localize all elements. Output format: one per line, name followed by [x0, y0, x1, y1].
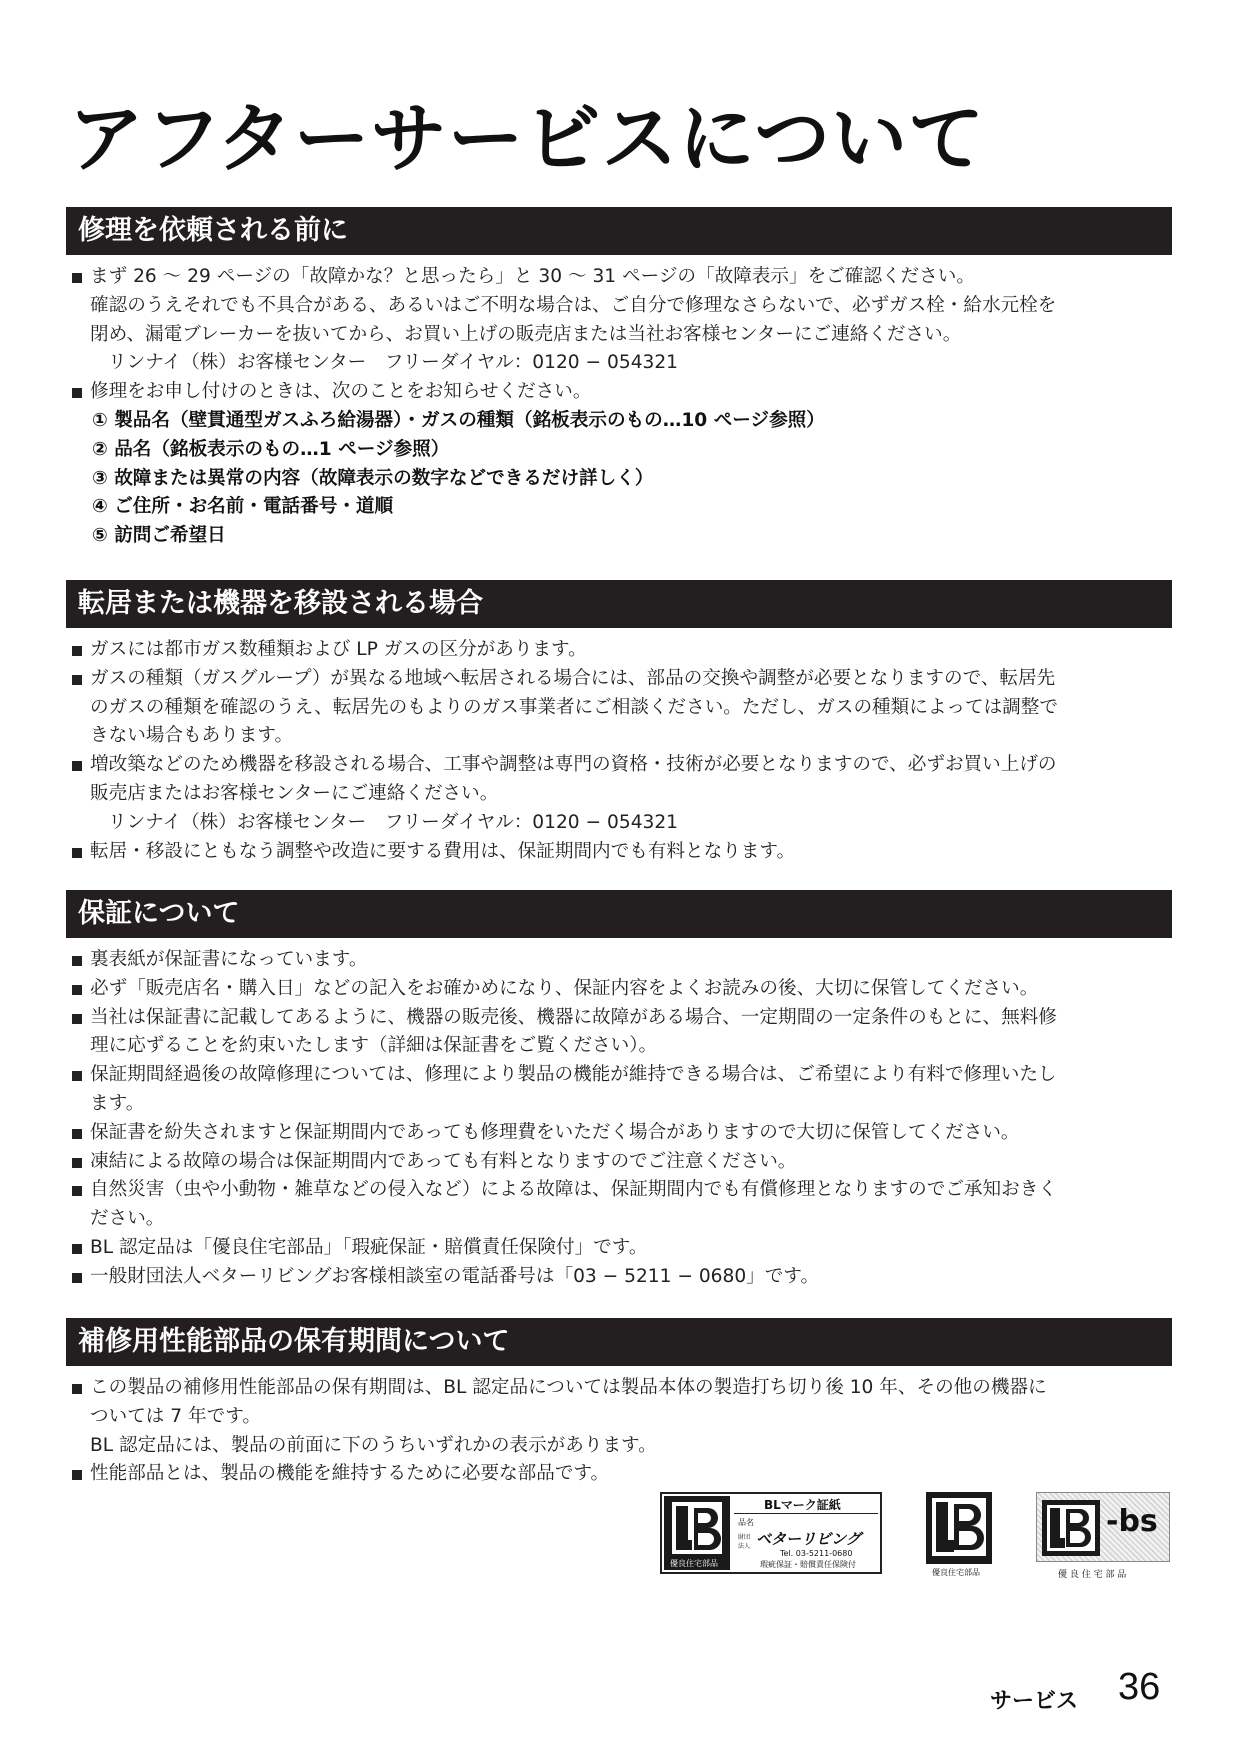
- list-item: 裏表紙が保証書になっています。: [70, 946, 1174, 975]
- text-line: 販売店またはお客様センターにご連絡ください。: [90, 782, 499, 804]
- list-item: 増改築などのため機器を移設される場合、工事や調整は専門の資格・技術が必要となりますので、必ずお買い上げの: [70, 751, 1174, 780]
- section-body-repair: [70, 263, 1174, 551]
- bl-bs-caption: 優 良 住 宅 部 品: [1058, 1570, 1127, 1580]
- list-item: まず 26 ～ 29 ページの「故障かな？と思ったら」と 30 ～ 31 ページの「故障表示」をご確認ください。: [70, 263, 1174, 292]
- bl-seal-logo: [660, 1492, 882, 1570]
- hotline-text: リンナイ（株）お客様センター フリーダイヤル：0120 − 054321: [108, 811, 679, 833]
- text-line: ます。: [90, 1092, 145, 1114]
- list-item: 保証期間経過後の故障修理については、修理により製品の機能が維持できる場合は、ご希望により有料で修理いたし: [70, 1061, 1174, 1090]
- bl-mark-logo: [918, 1492, 1000, 1577]
- list-item: 凍結による故障の場合は保証期間内であっても有料となりますのでご注意ください。: [70, 1148, 1174, 1177]
- list-item: ガスには都市ガス数種類および LP ガスの区分があります。: [70, 636, 1174, 665]
- footer-section-label: サービス: [990, 1689, 1079, 1714]
- seal-note: 瑕疵保証・賠償責任保険付: [760, 1560, 856, 1569]
- seal-title: BLマーク証紙: [764, 1498, 841, 1512]
- numbered-item: ⑤ 訪問ご希望日: [92, 525, 226, 547]
- section-heading-warranty: 保証について: [66, 890, 1172, 938]
- bl-bs-logo: [1036, 1492, 1176, 1580]
- page-title: アフターサービスについて: [68, 94, 986, 183]
- seal-brand: ベターリビング: [756, 1530, 861, 1548]
- numbered-item: ③ 故障または異常の内容（故障表示の数字などできるだけ詳しく）: [92, 467, 654, 489]
- numbered-item: ① 製品名（壁貫通型ガスふろ給湯器）・ガスの種類（銘板表示のもの…10 ページ参照）: [92, 409, 825, 431]
- text-line: 確認のうえそれでも不具合がある、あるいはご不明な場合は、ご自分で修理なさらないで、必ずガス栓・給水元栓を: [90, 294, 1057, 316]
- bl-bs-suffix: -bs: [1106, 1504, 1158, 1539]
- list-item: 性能部品とは、製品の機能を維持するために必要な部品です。: [70, 1460, 1174, 1489]
- list-item: 保証書を紛失されますと保証期間内であっても修理費をいただく場合がありますので大切に保管してください。: [70, 1119, 1174, 1148]
- bl-mark-caption: 優良住宅部品: [670, 1559, 718, 1568]
- section-body-move: [70, 636, 1174, 866]
- seal-divider: [734, 1513, 878, 1514]
- list-item: この製品の補修用性能部品の保有期間は、BL 認定品については製品本体の製造打ち切り後 10 年、その他の機器に: [70, 1374, 1174, 1403]
- text-line: ついては 7 年です。: [90, 1405, 261, 1427]
- text-line: 理に応ずることを約束いたします（詳細は保証書をご覧ください）。: [90, 1035, 658, 1057]
- list-item: 修理をお申し付けのときは、次のことをお知らせください。: [70, 378, 1174, 407]
- hotline-text: リンナイ（株）お客様センター フリーダイヤル：0120 − 054321: [108, 352, 679, 374]
- list-item: 当社は保証書に記載してあるように、機器の販売後、機器に故障がある場合、一定期間の一定条件のもとに、無料修: [70, 1004, 1174, 1033]
- section-body-warranty: [70, 946, 1174, 1292]
- bl-mark-icon: [664, 1496, 730, 1570]
- list-item: 必ず「販売店名・購入日」などの記入をお確かめになり、保証内容をよくお読みの後、大切に保管してください。: [70, 975, 1174, 1004]
- section-heading-parts: 補修用性能部品の保有期間について: [66, 1318, 1172, 1366]
- bl-mark-icon: [926, 1492, 992, 1564]
- list-item: ガスの種類（ガスグループ）が異なる地域へ転居される場合には、部品の交換や調整が必要となりますので、転居先: [70, 665, 1174, 694]
- seal-tel: Tel. 03-5211-0680: [780, 1549, 853, 1558]
- text-line: 閉め、漏電ブレーカーを抜いてから、お買い上げの販売店または当社お客様センターにご連絡ください。: [90, 323, 962, 345]
- page-number: 36: [1118, 1666, 1161, 1708]
- list-item: 一般財団法人ベターリビングお客様相談室の電話番号は「03 − 5211 − 0680」です。: [70, 1263, 1174, 1292]
- text-line: きない場合もあります。: [90, 725, 294, 747]
- text-line: ださい。: [90, 1208, 165, 1230]
- section-body-parts: [70, 1374, 1174, 1489]
- section-heading-move: 転居または機器を移設される場合: [66, 580, 1172, 628]
- seal-hinmei: 品名: [738, 1518, 754, 1527]
- numbered-item: ② 品名（銘板表示のもの…1 ページ参照）: [92, 438, 450, 460]
- numbered-item: ④ ご住所・お名前・電話番号・道順: [92, 496, 394, 518]
- list-item: BL 認定品は「優良住宅部品」「瑕疵保証・賠償責任保険付」です。: [70, 1234, 1174, 1263]
- bl-mark-icon: [1042, 1500, 1100, 1556]
- text-line: のガスの種類を確認のうえ、転居先のもよりのガス事業者にご相談ください。ただし、ガスの種類によっては調整で: [90, 696, 1058, 718]
- text-line: BL 認定品には、製品の前面に下のうちいずれかの表示があります。: [90, 1434, 657, 1456]
- list-item: 転居・移設にともなう調整や改造に要する費用は、保証期間内でも有料となります。: [70, 838, 1174, 867]
- list-item: 自然災害（虫や小動物・雑草などの侵入など）による故障は、保証期間内でも有償修理となりますのでご承知おきく: [70, 1176, 1174, 1205]
- seal-org: 財団法人: [738, 1534, 751, 1550]
- section-heading-repair: 修理を依頼される前に: [66, 207, 1172, 255]
- bl-mark-caption: 優良住宅部品: [932, 1568, 980, 1577]
